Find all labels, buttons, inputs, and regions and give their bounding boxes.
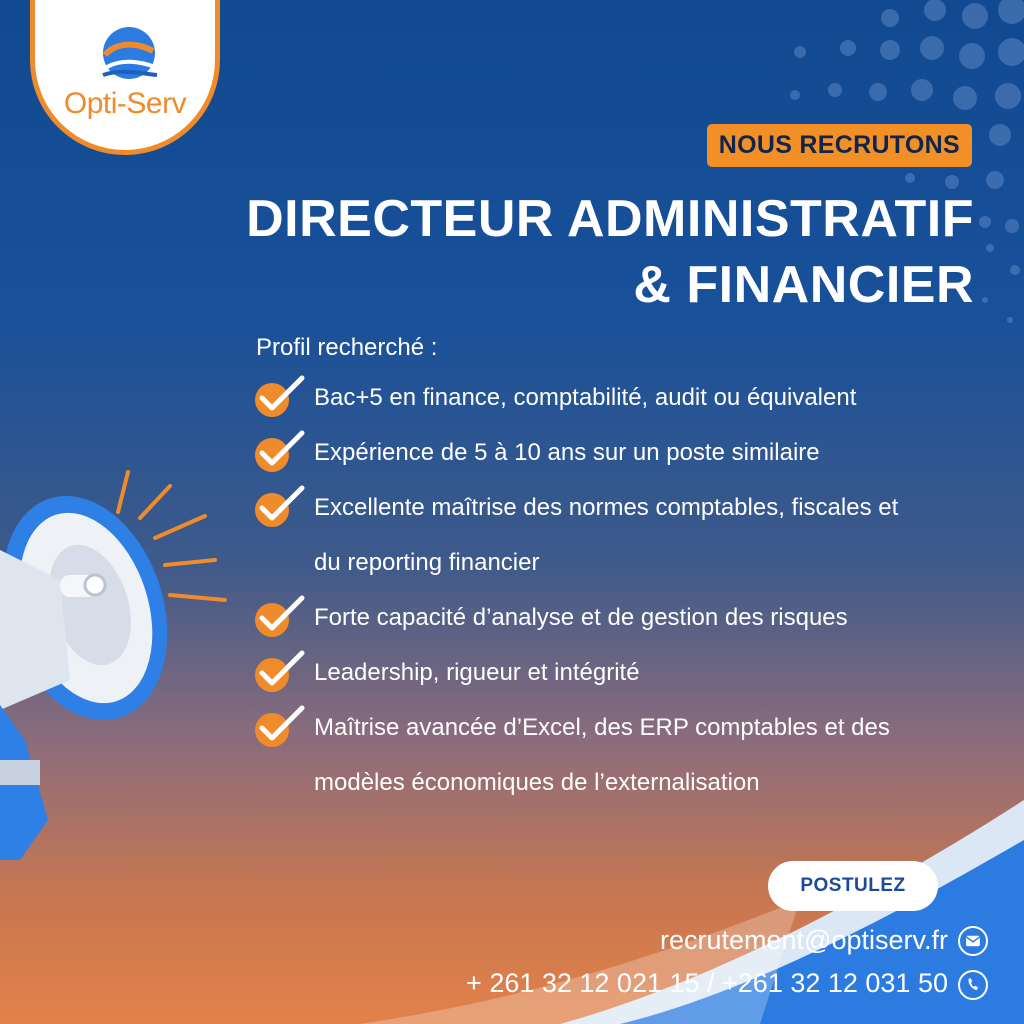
list-item-text-cont: modèles économiques de l’externalisation [314, 769, 760, 796]
list-item-text: Forte capacité d’analyse et de gestion des risques [314, 604, 848, 631]
list-item [254, 700, 994, 810]
opti-serv-logo-icon [99, 27, 159, 82]
list-item-text: Leadership, rigueur et intégrité [314, 659, 640, 686]
list-item [254, 645, 994, 700]
check-icon [254, 429, 306, 475]
profile-label: Profil recherché : [256, 334, 438, 361]
list-item [254, 370, 994, 425]
phone-icon [958, 970, 988, 1000]
list-item-text: Maîtrise avancée d’Excel, des ERP comptables et des [314, 714, 890, 741]
job-title-line1: DIRECTEUR ADMINISTRATIF [246, 190, 974, 248]
list-item [254, 590, 994, 645]
envelope-icon [958, 926, 988, 956]
list-item [254, 480, 994, 590]
check-icon [254, 484, 306, 530]
check-icon [254, 374, 306, 420]
hiring-tag: NOUS RECRUTONS [707, 124, 972, 167]
requirements-list [254, 370, 994, 810]
contact-email[interactable]: recrutement@optiserv.fr [660, 925, 948, 955]
megaphone-icon [0, 460, 240, 860]
list-item-text-cont: du reporting financier [314, 549, 540, 576]
list-item [254, 425, 994, 480]
list-item-text: Excellente maîtrise des normes comptables, fiscales et [314, 494, 899, 521]
check-icon [254, 594, 306, 640]
contact-phone[interactable]: + 261 32 12 021 15 / +261 32 12 031 50 [466, 968, 948, 998]
list-item-text: Bac+5 en finance, comptabilité, audit ou équivalent [314, 384, 857, 411]
apply-button[interactable]: POSTULEZ [768, 861, 938, 911]
list-item-text: Expérience de 5 à 10 ans sur un poste similaire [314, 439, 820, 466]
check-icon [254, 704, 306, 750]
check-icon [254, 649, 306, 695]
job-title-line2: & FINANCIER [633, 256, 974, 314]
job-title [246, 186, 974, 318]
brand-name: Opti-Serv [63, 87, 187, 120]
